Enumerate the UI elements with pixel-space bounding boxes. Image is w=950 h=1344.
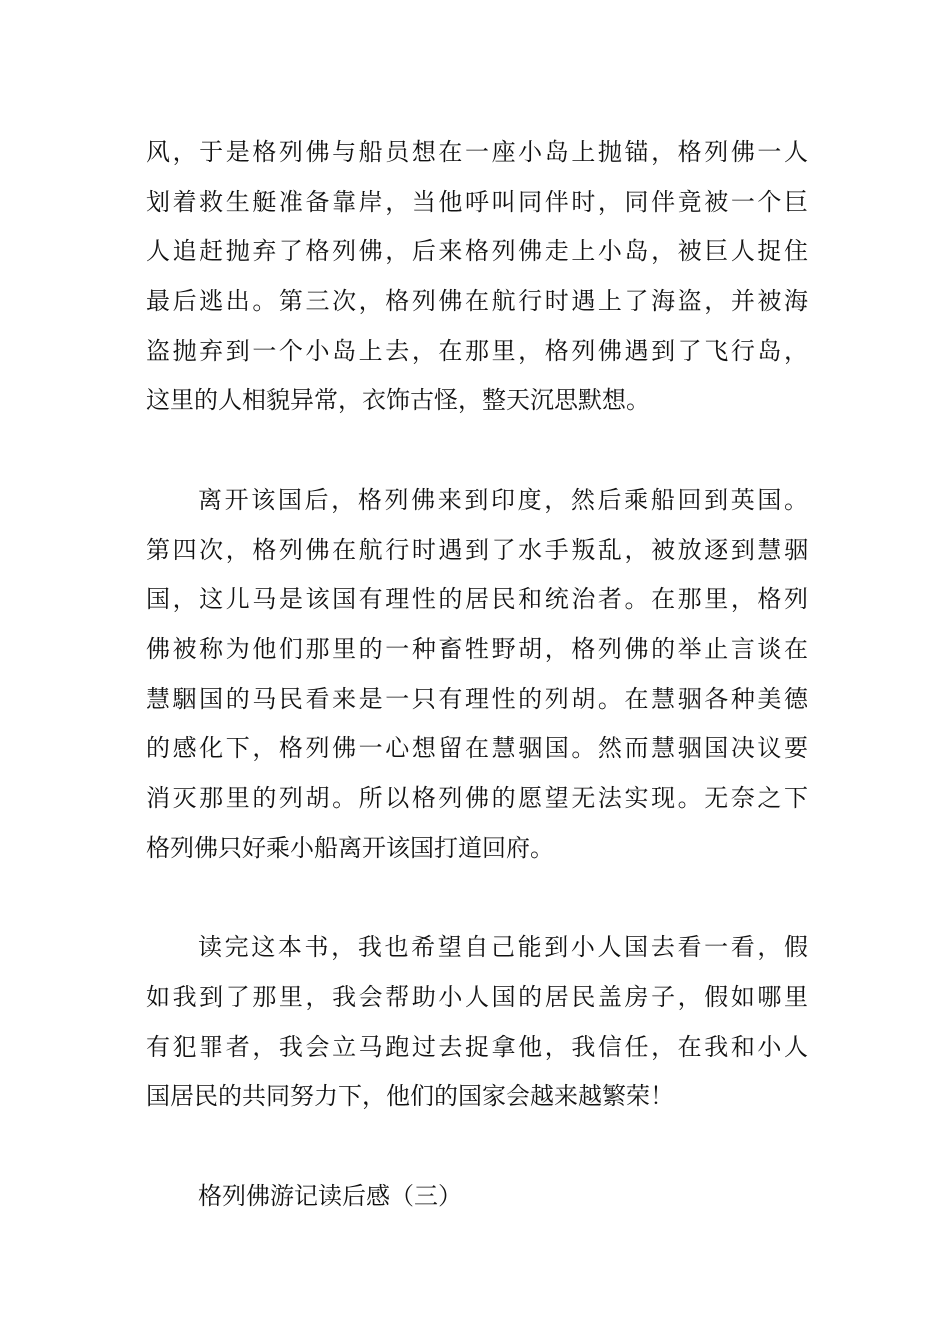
paragraph-3-line-1: 读完这本书，我也希望自己能到小人国去看一看，假 <box>198 933 808 961</box>
paragraph-1-line-3: 人追赶抛弃了格列佛，后来格列佛走上小岛，被巨人捉住 <box>146 237 808 265</box>
section-heading: 格列佛游记读后感（三） <box>198 1182 462 1210</box>
paragraph-2-line-5: 慧駰国的马民看来是一只有理性的列胡。在慧骃各种美德 <box>146 685 808 713</box>
paragraph-2-line-2: 第四次，格列佛在航行时遇到了水手叛乱，被放逐到慧骃 <box>146 536 808 564</box>
paragraph-2-line-1: 离开该国后，格列佛来到印度，然后乘船回到英国。 <box>198 486 808 514</box>
paragraph-3-line-2: 如我到了那里，我会帮助小人国的居民盖房子，假如哪里 <box>146 983 808 1011</box>
paragraph-2-line-4: 佛被称为他们那里的一种畜牲野胡，格列佛的举止言谈在 <box>146 635 808 663</box>
paragraph-2-line-3: 国，这儿马是该国有理性的居民和统治者。在那里，格列 <box>146 585 808 613</box>
paragraph-3-line-3: 有犯罪者，我会立马跑过去捉拿他，我信任，在我和小人 <box>146 1033 808 1061</box>
paragraph-1-line-5: 盗抛弃到一个小岛上去，在那里，格列佛遇到了飞行岛， <box>146 337 808 365</box>
paragraph-2-line-6: 的感化下，格列佛一心想留在慧骃国。然而慧骃国决议要 <box>146 734 808 762</box>
paragraph-2-line-8: 格列佛只好乘小船离开该国打道回府。 <box>146 834 554 862</box>
paragraph-2-line-7: 消灭那里的列胡。所以格列佛的愿望无法实现。无奈之下 <box>146 784 808 812</box>
paragraph-1-line-4: 最后逃出。第三次，格列佛在航行时遇上了海盗，并被海 <box>146 287 808 315</box>
paragraph-3-line-4: 国居民的共同努力下，他们的国家会越来越繁荣！ <box>146 1082 674 1110</box>
paragraph-1-line-6: 这里的人相貌异常，衣饰古怪，整天沉思默想。 <box>146 386 650 414</box>
paragraph-1-line-2: 划着救生艇准备靠岸，当他呼叫同伴时，同伴竟被一个巨 <box>146 188 808 216</box>
paragraph-1-line-1: 风，于是格列佛与船员想在一座小岛上抛锚，格列佛一人 <box>146 138 808 166</box>
